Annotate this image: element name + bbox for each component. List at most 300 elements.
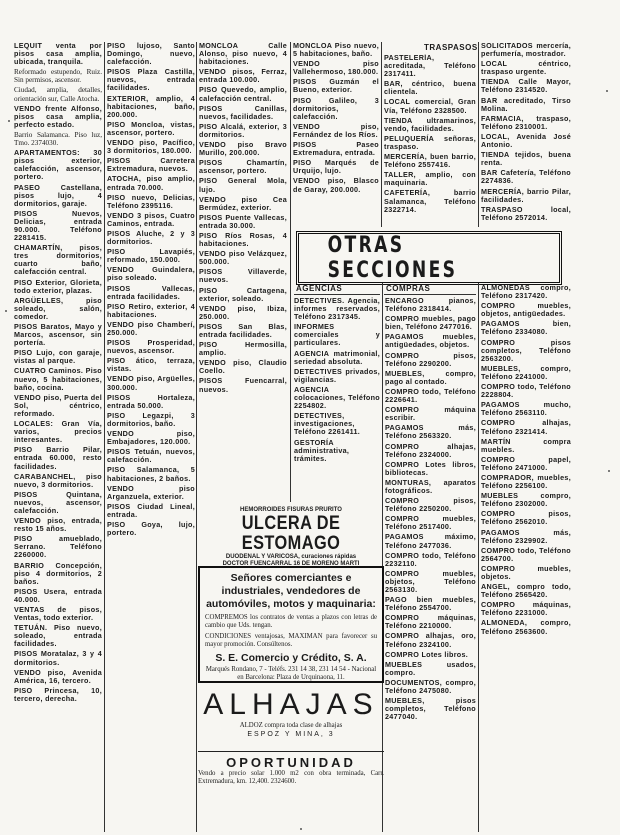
classified-ad: [293, 78, 379, 94]
print-speck: [606, 90, 608, 92]
ad-keyword: DETECTIVES. Agencia, informes reservados, Teléfono 2317345.: [294, 297, 380, 322]
ad-keyword: PISO Lavapiés, reformado, 150.000.: [107, 247, 195, 265]
ad-keyword: COMPRO todo, Teléfono 2226641.: [385, 386, 476, 405]
classified-ad: [385, 479, 476, 495]
ad-keyword: PISO Retiro, exterior, 4 habitaciones.: [107, 301, 195, 319]
classified-ad: [199, 159, 287, 175]
ad-line: DUODENAL Y VARICOSA, curaciones rápidas: [225, 554, 357, 560]
ad-keyword: MONCLOA Piso nuevo, 5 habitaciones, baño.: [293, 42, 379, 59]
ad-keyword: COMPRO Lotes libros.: [385, 649, 469, 659]
ad-keyword: VENDO piso Arganzuela, exterior.: [107, 483, 195, 501]
ad-keyword: VENDO piso Velázquez, 500.000.: [199, 249, 287, 267]
column-divider: [196, 42, 197, 832]
ad-keyword: PISOS San Blas, entrada facilidades.: [199, 321, 287, 339]
classified-ad: [199, 105, 287, 121]
classified-ad: [385, 388, 476, 404]
classified-ad: [385, 632, 476, 648]
classified-ad: [481, 565, 571, 581]
classified-ad: [481, 401, 571, 417]
classified-ad: [107, 303, 195, 319]
classified-ad: [481, 151, 571, 167]
classified-ad: [14, 184, 102, 208]
ad-keyword: PAGAMOS más, Teléfono 2329902.: [481, 527, 571, 545]
classified-ad: [384, 171, 476, 187]
classified-ad: [107, 412, 195, 428]
ad-keyword: PISOS Guzmán el Bueno, exterior.: [293, 77, 379, 95]
classified-ad: [481, 169, 571, 185]
ad-headline: ALHAJAS: [203, 688, 379, 721]
ad-keyword: PISOS Ciudad Lineal, entrada.: [107, 501, 195, 519]
ad-keyword: TIENDA Calle Mayor, Teléfono 2314520.: [481, 77, 571, 95]
print-speck: [608, 470, 610, 472]
ad-keyword: AGENCIA matrimonial, seriedad absoluta.: [294, 348, 380, 366]
ad-keyword: PISO lujoso, Santo Domingo, nuevo, calefacción.: [107, 42, 195, 67]
classified-ad: [481, 97, 571, 113]
classified-ad: [384, 153, 476, 169]
ad-keyword: COMPRO alhajas, oro, Teléfono 2324100.: [385, 631, 476, 649]
classified-ad: [14, 149, 102, 181]
classified-ad: [294, 350, 380, 366]
ad-keyword: PISOS Nuevos, Delicias, entrada 90.000. Teléfono 2281415.: [14, 208, 102, 243]
classified-ad: [384, 80, 476, 96]
ad-keyword: COMPRO pisos, Teléfono 2250200.: [385, 496, 476, 514]
classified-ad: [481, 601, 571, 617]
ad-keyword: VENDO piso Chamberí, 250.000.: [107, 319, 195, 337]
otras-secciones-banner: [296, 231, 562, 285]
classified-ad: [481, 188, 571, 204]
classified-ad: [107, 339, 195, 355]
classified-ad: [199, 250, 287, 266]
ad-keyword: COMPRO muebles, objetos, antigüedades.: [481, 301, 571, 319]
ad-keyword: TIENDA ultramarinos, vendo, facilidades.: [384, 115, 476, 133]
ad-keyword: PAGAMOS mucho, Teléfono 2563110.: [481, 400, 571, 418]
ad-keyword: PISOS Fuencarral, nuevos.: [199, 376, 287, 394]
ad-keyword: COMPRO alhajas, Teléfono 2321414.: [481, 418, 571, 436]
classified-ad: [107, 175, 195, 191]
classified-ad: [14, 624, 102, 648]
ad-keyword: COMPRO todo, Teléfono 2232110.: [385, 550, 476, 568]
ad-keyword: TIENDA tejidos, buena renta.: [481, 150, 571, 168]
column-divider: [290, 42, 291, 502]
ad-keyword: PISO Quevedo, amplio, calefacción central.: [199, 85, 287, 103]
classified-ad: [481, 206, 571, 222]
ad-keyword: MUEBLES, compro, Teléfono 2241000.: [481, 363, 571, 381]
ad-keyword: PAGO bien muebles, Teléfono 2554700.: [385, 595, 476, 613]
classified-ad: [14, 105, 102, 129]
ad-keyword: MUEBLES, compro, pago al contado.: [385, 368, 476, 386]
classified-ad: [14, 210, 102, 242]
classifieds-column-3: [199, 42, 287, 502]
ad-keyword: PISOS Villaverde, nuevos.: [199, 267, 287, 285]
classified-ad: [481, 78, 571, 94]
classified-ad: [384, 117, 476, 133]
ad-keyword: PISO Hermosilla, amplio.: [199, 340, 287, 358]
ad-keyword: PISO Princesa, 10, tercero, derecha.: [14, 685, 102, 703]
ad-keyword: BAR Cafetería, Teléfono 2274836.: [481, 168, 571, 186]
classifieds-column-5: [384, 54, 476, 227]
classifieds-column-1: [14, 42, 102, 832]
ad-keyword: ALMONEDAS compro, Teléfono 2317420.: [481, 284, 571, 301]
ad-keyword: PISOS Baratos, Mayo y Marcos, ascensor, sin portería.: [14, 322, 102, 348]
classified-ad: [199, 123, 287, 139]
column-divider: [381, 42, 382, 227]
ad-keyword: VENDO frente Alfonso, pisos casa amplia, perfecto estado.: [14, 103, 102, 129]
classified-ad: Barrio Salamanca. Piso luz, Tmo. 2374030.: [14, 130, 102, 148]
classified-ad: [199, 42, 287, 66]
ad-keyword: COMPRO todo, Teléfono 2228804.: [481, 382, 571, 400]
agencias-column: [294, 297, 380, 502]
classified-ad: [14, 517, 102, 533]
ad-keyword: GESTORÍA administrativa, trámites.: [294, 437, 350, 463]
classified-ad: [481, 510, 571, 526]
classified-ad: [14, 244, 102, 276]
classified-ad: [481, 474, 571, 490]
ad-keyword: PISOS Vallecas, entrada facilidades.: [107, 283, 195, 301]
classified-ad: [199, 177, 287, 193]
classified-ad: [293, 42, 379, 58]
ad-keyword: PISOS Moratalaz, 3 y 4 dormitorios.: [14, 649, 102, 667]
ad-keyword: VENDO 3 pisos, Cuatro Caminos, entrada.: [107, 210, 195, 228]
ad-keyword: PISO Ríos Rosas, 4 habitaciones.: [199, 230, 287, 249]
ad-top-line: HEMORROIDES FISURAS PRURITO: [240, 507, 342, 513]
ad-keyword: MERCERÍA, buen barrio, Teléfono 2557416.: [384, 152, 476, 170]
classified-ad: [481, 284, 571, 300]
classifieds-column-4: [293, 42, 379, 227]
ad-keyword: COMPRO pisos completos, Teléfono 2563200.: [481, 337, 571, 363]
classified-ad: [385, 424, 476, 440]
classified-ad: [385, 315, 476, 331]
classified-ad: [385, 552, 476, 568]
classified-ad: [481, 60, 571, 76]
ad-keyword: PISO Galileo, 3 dormitorios, calefacción.: [293, 95, 379, 121]
classified-ad: [481, 492, 571, 508]
ad-keyword: PISOS Carretera Extremadura, nuevos.: [107, 156, 195, 174]
classified-ad: [107, 521, 195, 537]
ad-keyword: ENCARGO pianos, Teléfono 2318414.: [385, 297, 476, 314]
classified-ad: [481, 619, 571, 635]
classified-ad: [481, 547, 571, 563]
classified-ad: [385, 461, 476, 477]
ad-keyword: PELUQUERÍA señoras, traspaso.: [384, 133, 476, 151]
ad-keyword: DETECTIVES, investigaciones, Teléfono 2261411.: [294, 411, 361, 437]
classified-ad: [107, 485, 195, 501]
classified-ad: [199, 196, 287, 212]
comerciantes-ad: [198, 566, 384, 683]
classified-ad: [14, 42, 102, 66]
classified-ad: [385, 570, 476, 594]
ad-keyword: VENDO piso, Blasco de Garay, 200.000.: [293, 176, 379, 194]
ad-keyword: PISO Salamanca, 5 habitaciones, 2 baños.: [107, 465, 195, 483]
classified-ad: [199, 305, 287, 321]
ad-keyword: VENDO piso, Embajadores, 120.000.: [107, 429, 195, 447]
classified-ad: Ciudad, amplia, detalles, orientación sur, Calle Atocha.: [14, 86, 102, 103]
classified-ad: [385, 443, 476, 459]
ad-keyword: COMPRO papel, Teléfono 2471000.: [481, 454, 571, 472]
classified-ad: [293, 97, 379, 121]
ad-keyword: BARRIO Concepción, piso 4 dormitorios, 2 baños.: [14, 560, 102, 586]
classified-ad: [107, 139, 195, 155]
ad-keyword: LOCAL comercial, Gran Vía, Teléfono 2328500.: [384, 97, 476, 115]
ad-keyword: PISO Alcalá, exterior, 3 dormitorios.: [199, 121, 287, 139]
ad-keyword: PISOS Puente Vallecas, entrada 30.000.: [199, 212, 287, 230]
ad-line: ALDOZ compra toda clase de alhajas: [239, 722, 343, 729]
ad-keyword: LOCAL, Avenida José Antonio.: [481, 131, 571, 150]
classified-ad: [294, 297, 380, 321]
ad-keyword: COMPRO máquina escribir.: [385, 405, 476, 423]
ad-keyword: PAGAMOS más, Teléfono 2563320.: [385, 423, 476, 441]
ad-keyword: DETECTIVES privados, vigilancias.: [294, 366, 380, 384]
classified-ad: [107, 285, 195, 301]
ad-keyword: PISO Goya, lujo, portero.: [107, 519, 195, 538]
ad-keyword: ATOCHA, piso amplio, entrada 70.000.: [107, 174, 195, 192]
ad-keyword: PISOS Paseo Extremadura, entrada.: [293, 140, 379, 158]
section-header-compras: COMPRAS: [386, 284, 431, 293]
ad-keyword: ARGÜELLES, piso soleado, salón, comedor.: [14, 295, 102, 321]
classified-ad: [14, 687, 102, 703]
ad-keyword: CAFETERÍA, barrio Salamanca, Teléfono 2322714.: [384, 188, 476, 214]
classified-ad: [107, 503, 195, 519]
classified-ad: [107, 448, 195, 464]
ad-keyword: DOCUMENTOS, compro, Teléfono 2475080.: [385, 677, 476, 696]
ad-line: ESPOZ Y MINA, 3: [247, 731, 335, 738]
ad-keyword: LOCALES: Gran Vía, varios, precios interesantes.: [14, 419, 102, 445]
classified-ad: [107, 357, 195, 373]
ad-keyword: TRASPASO local, Teléfono 2572014.: [481, 204, 571, 222]
ad-keyword: VENDO piso, Fernández de los Ríos.: [293, 121, 379, 139]
ad-keyword: PISOS Quintana, nuevos, ascensor, calefacción.: [14, 489, 102, 515]
classified-ad: [481, 456, 571, 472]
ad-keyword: PISO amueblado, Serrano. Teléfono 2260000.: [14, 534, 102, 560]
ad-keyword: VENDO piso, Argüelles, 300.000.: [107, 374, 195, 392]
classified-ad: [14, 420, 102, 444]
classified-ad: [14, 279, 102, 295]
classified-ad: [481, 133, 571, 149]
classified-ad: [14, 606, 102, 622]
ad-headline: ULCERA DE ESTOMAGO: [241, 513, 341, 554]
print-speck: [5, 310, 7, 312]
classified-ad: [481, 383, 571, 399]
ad-keyword: COMPRO muebles, pago bien, Teléfono 2477016.: [385, 314, 476, 332]
ad-keyword: COMPRO pisos, Teléfono 2562010.: [481, 509, 571, 527]
ad-keyword: VENDO piso, Avenida América, 16, tercero.: [14, 667, 102, 685]
classified-ad: [14, 367, 102, 391]
classified-ad: [107, 194, 195, 210]
classified-ad: [14, 446, 102, 470]
ad-keyword: COMPRO Lotes libros, bibliotecas.: [385, 459, 476, 477]
classified-ad: [385, 533, 476, 549]
classified-ad: [199, 341, 287, 357]
ad-keyword: PISO Moncloa, vistas, ascensor, portero.: [107, 119, 195, 137]
classified-ad: [385, 406, 476, 422]
classified-ad: [385, 596, 476, 612]
compras-column: [385, 297, 476, 832]
classified-ad: [107, 68, 195, 92]
ad-keyword: AGENCIA colocaciones, Teléfono 2254802.: [294, 384, 380, 411]
ad-line: Vendo a precio solar 1.000 m2 con obra terminada, Carr. Extremadura, km. 12,400. 2324600.: [198, 770, 384, 785]
ad-keyword: PISO nuevo, Delicias, Teléfono 2395116.: [107, 192, 195, 210]
ad-keyword: CHAMARTÍN, pisos, tres dormitorios, cuarto baño, calefacción central.: [14, 243, 102, 277]
ad-keyword: PISO General Mola, lujo.: [199, 176, 287, 194]
ad-paragraph: CONDICIONES ventajosas, MAXIMAN para favorecer su mayor promoción. Consúltenos.: [205, 633, 377, 648]
column-divider: [104, 42, 105, 832]
ad-keyword: VENDO piso, Claudio Coello.: [199, 358, 287, 376]
ad-keyword: LEQUIT venta por pisos casa amplia, ubicada, tranquila.: [14, 42, 102, 67]
classified-ad: [107, 42, 195, 66]
ad-keyword: VENDO piso Bravo Murillo, 200.000.: [199, 140, 287, 158]
classified-ad: [199, 68, 287, 84]
ad-line: DOCTOR FUENCARRAL 16 DE MORENO MARTI: [222, 561, 360, 567]
classified-ad: [294, 323, 380, 347]
alhajas-ad: [198, 688, 384, 830]
header-underline: [294, 294, 380, 295]
classified-ad: [107, 394, 195, 410]
classified-ad: [481, 42, 571, 58]
classified-ad: [293, 177, 379, 193]
classified-ad: [107, 466, 195, 482]
classified-ad: [14, 323, 102, 347]
classified-ad: [384, 189, 476, 213]
column-divider: [478, 283, 479, 832]
ad-keyword: COMPRO muebles, Teléfono 2517400.: [385, 514, 476, 532]
classified-ad: [294, 386, 380, 410]
ad-keyword: MARTÍN compra muebles.: [481, 436, 571, 454]
classified-ad: [199, 323, 287, 339]
ad-headline: Señores comerciantes e industriales, vendedores de automóviles, motos y maquinaria:: [206, 572, 376, 610]
ad-keyword: VENDO piso, Pacífico, 3 dormitorios, 180.000.: [107, 138, 195, 156]
ad-keyword: VENDO piso Vallehermoso, 180.000.: [293, 59, 379, 77]
classified-ad: [385, 679, 476, 695]
section-header-traspasos: TRASPASOS: [424, 43, 478, 52]
classified-ad: [385, 515, 476, 531]
ad-keyword: MUEBLES usados, compro.: [385, 659, 476, 677]
classified-ad: [14, 562, 102, 586]
ad-keyword: ANGEL, compro todo, Teléfono 2565420.: [481, 582, 571, 600]
ad-keyword: PISOS Aluche, 2 y 3 dormitorios.: [107, 228, 195, 247]
classified-ad: [385, 661, 476, 677]
classified-ad: [385, 333, 476, 349]
ad-keyword: CUATRO Caminos. Piso nuevo, 5 habitaciones, baño, cocina.: [14, 366, 102, 392]
classified-ad: Reformado estupendo, Ruiz. Sin permisos, ascensor.: [14, 68, 102, 85]
classified-ad: [14, 297, 102, 321]
classified-ad: [385, 352, 476, 368]
classified-ad: [107, 266, 195, 282]
classifieds-column-6: [481, 42, 571, 227]
ad-keyword: APARTAMENTOS: 30 pisos exterior, calefacción, ascensor, portero.: [14, 148, 102, 182]
ad-keyword: PISOS Canillas, nuevos, facilidades.: [199, 103, 287, 121]
classified-ad: [107, 212, 195, 228]
ad-keyword: PISO Exterior, Glorieta, todo exterior, plazas.: [14, 277, 102, 295]
classified-ad: [384, 54, 476, 78]
ad-address: Marqués Rondano, 7 - Teléfs. 231 14 38, 231 14 54 - Nacional en Barcelona: Plaza de Urquinaona, 11.: [205, 666, 377, 681]
ad-keyword: ALMONEDA, compro, Teléfono 2563600.: [481, 618, 571, 636]
ad-keyword: VENDO pisos, Ferraz, entrada 100.000.: [199, 67, 287, 85]
section-header-agencias: AGENCIAS: [296, 284, 343, 293]
ad-keyword: COMPRO pisos, Teléfono 2290200.: [385, 350, 476, 368]
classified-ad: [199, 287, 287, 303]
ad-keyword: TETUÁN. Piso nuevo, soleado, entrada facilidades.: [14, 623, 102, 649]
classified-ad: [107, 430, 195, 446]
oportunidad-headline: OPORTUNIDAD: [198, 751, 384, 770]
ad-keyword: VENDO piso, Ibiza, 250.000.: [199, 303, 287, 321]
ad-keyword: VENDO piso, Puerta del Sol, céntrico, reformado.: [14, 392, 102, 418]
column-divider: [478, 42, 479, 227]
ulcera-estomago-ad: [198, 507, 384, 567]
ad-keyword: INFORMES comerciales y particulares.: [294, 322, 380, 348]
ad-keyword: PAGAMOS máximo, Teléfono 2477036.: [385, 532, 476, 550]
classified-ad: [199, 86, 287, 102]
ad-keyword: COMPRO máquinas, Teléfono 2210000.: [385, 613, 476, 631]
classified-ad: [385, 697, 476, 721]
classified-ad: [481, 529, 571, 545]
classified-ad: [385, 370, 476, 386]
compras-column-2: [481, 284, 571, 832]
ad-keyword: FARMACIA, traspaso, Teléfono 2310001.: [481, 113, 571, 131]
classifieds-column-2: [107, 42, 195, 832]
ad-keyword: VENTAS de pisos, Ventas, todo exterior.: [14, 605, 102, 623]
classified-ad: [199, 232, 287, 248]
classified-ad: [294, 439, 380, 463]
classified-ad: [14, 650, 102, 666]
ad-keyword: COMPRADOR, muebles, Teléfono 2256100.: [481, 472, 571, 491]
header-underline: [384, 294, 476, 295]
ad-keyword: PISOS Prosperidad, nuevos, ascensor.: [107, 338, 195, 356]
ad-keyword: MUEBLES, pisos completos, Teléfono 2477040.: [385, 696, 476, 722]
classified-ad: [107, 248, 195, 264]
ad-keyword: MUEBLES compro, Teléfono 2302000.: [481, 491, 571, 509]
classified-ad: [107, 321, 195, 337]
classified-ad: [481, 438, 571, 454]
classified-ad: [481, 365, 571, 381]
ad-keyword: PISO ático, terraza, vistas.: [107, 356, 195, 374]
classified-ad: [199, 214, 287, 230]
classified-ad: [14, 491, 102, 515]
classified-ad: [385, 614, 476, 630]
ad-keyword: SOLICITADOS mercería, perfumería, mostrador.: [481, 42, 571, 59]
classified-ad: [199, 268, 287, 284]
ad-keyword: COMPRO muebles, objetos, Teléfono 2563130.: [385, 568, 476, 594]
classified-ad: [293, 141, 379, 157]
classified-ad: [294, 412, 380, 436]
ad-keyword: PAGAMOS bien, Teléfono 2334080.: [481, 319, 571, 337]
classified-ad: [481, 115, 571, 131]
ad-keyword: VENDO piso Cea Bermúdez, exterior.: [199, 194, 287, 212]
classified-ad: [14, 588, 102, 604]
ad-keyword: PISO Barrio Pilar, entrada 60.000, resto facilidades.: [14, 445, 102, 471]
classified-ad: [14, 473, 102, 489]
classified-ad: [481, 339, 571, 363]
print-speck: [8, 120, 10, 122]
ad-keyword: TALLER, amplio, con maquinaria.: [384, 170, 476, 188]
ad-keyword: CARABANCHEL, piso nuevo, 3 dormitorios.: [14, 471, 102, 489]
classified-ad: [385, 651, 476, 659]
print-speck: [300, 828, 302, 830]
ad-keyword: COMPRO muebles, objetos.: [481, 563, 571, 581]
ad-keyword: PISO Marqués de Urquijo, lujo.: [293, 158, 379, 176]
ad-keyword: VENDO Guindalera, piso soleado.: [107, 265, 195, 283]
ad-keyword: PASEO Castellana, pisos lujo, 4 dormitorios, garaje.: [14, 182, 102, 208]
classified-ad: [384, 98, 476, 114]
ad-paragraph: COMPREMOS los contratos de ventas a plazos con letras de cambio que Uds. tengan.: [205, 614, 377, 629]
banner-title: OTRAS SECCIONES: [327, 233, 458, 283]
classified-ad: [481, 320, 571, 336]
classified-ad: [199, 359, 287, 375]
ad-company: S. E. Comercio y Crédito, S. A.: [215, 652, 367, 664]
ad-keyword: MONCLOA Calle Alonso, piso nuevo, 4 habitaciones.: [199, 42, 287, 67]
classified-ad: [199, 377, 287, 393]
classified-ad: [107, 375, 195, 391]
classified-ad: [293, 159, 379, 175]
classified-ad: [107, 121, 195, 137]
